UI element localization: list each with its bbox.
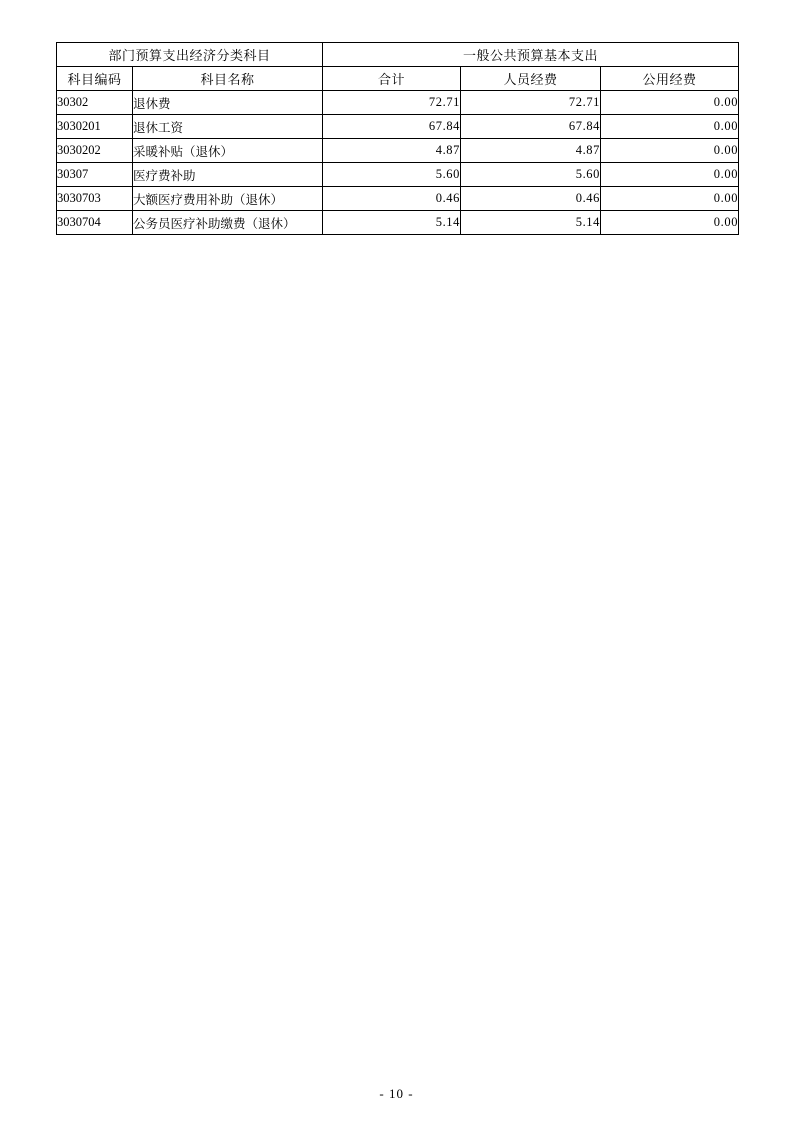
cell-code: 3030202 bbox=[57, 139, 133, 163]
cell-code: 3030704 bbox=[57, 211, 133, 235]
cell-code: 3030201 bbox=[57, 115, 133, 139]
column-header-total: 合计 bbox=[323, 67, 461, 91]
column-header-name: 科目名称 bbox=[133, 67, 323, 91]
table-row bbox=[57, 91, 739, 115]
table-group-header-row bbox=[57, 43, 739, 67]
cell-name: 公务员医疗补助缴费（退休） bbox=[133, 211, 323, 235]
cell-personnel: 4.87 bbox=[461, 139, 601, 163]
cell-personnel: 67.84 bbox=[461, 115, 601, 139]
cell-code: 3030703 bbox=[57, 187, 133, 211]
cell-total: 72.71 bbox=[323, 91, 461, 115]
cell-name: 退休费 bbox=[133, 91, 323, 115]
budget-table-container bbox=[56, 42, 738, 235]
cell-personnel: 5.14 bbox=[461, 211, 601, 235]
cell-total: 5.60 bbox=[323, 163, 461, 187]
column-header-public: 公用经费 bbox=[601, 67, 739, 91]
cell-public: 0.00 bbox=[601, 187, 739, 211]
cell-public: 0.00 bbox=[601, 211, 739, 235]
column-header-code: 科目编码 bbox=[57, 67, 133, 91]
cell-personnel: 72.71 bbox=[461, 91, 601, 115]
cell-name: 医疗费补助 bbox=[133, 163, 323, 187]
table-body bbox=[57, 91, 739, 235]
cell-total: 4.87 bbox=[323, 139, 461, 163]
cell-public: 0.00 bbox=[601, 91, 739, 115]
table-column-header-row bbox=[57, 67, 739, 91]
cell-name: 大额医疗费用补助（退休） bbox=[133, 187, 323, 211]
table-row bbox=[57, 115, 739, 139]
table-row bbox=[57, 187, 739, 211]
table-header bbox=[57, 43, 739, 91]
cell-personnel: 0.46 bbox=[461, 187, 601, 211]
cell-code: 30307 bbox=[57, 163, 133, 187]
cell-name: 退休工资 bbox=[133, 115, 323, 139]
cell-public: 0.00 bbox=[601, 115, 739, 139]
cell-name: 采暖补贴（退休） bbox=[133, 139, 323, 163]
cell-total: 5.14 bbox=[323, 211, 461, 235]
group-header-general-public-budget: 一般公共预算基本支出 bbox=[323, 43, 739, 67]
page-number-footer: - 10 - bbox=[379, 1086, 414, 1101]
table-row bbox=[57, 211, 739, 235]
cell-personnel: 5.60 bbox=[461, 163, 601, 187]
cell-public: 0.00 bbox=[601, 139, 739, 163]
group-header-expenditure-category: 部门预算支出经济分类科目 bbox=[57, 43, 323, 67]
cell-public: 0.00 bbox=[601, 163, 739, 187]
column-header-personnel: 人员经费 bbox=[461, 67, 601, 91]
budget-expenditure-table bbox=[56, 42, 739, 235]
cell-total: 0.46 bbox=[323, 187, 461, 211]
cell-code: 30302 bbox=[57, 91, 133, 115]
table-row bbox=[57, 163, 739, 187]
cell-total: 67.84 bbox=[323, 115, 461, 139]
table-row bbox=[57, 139, 739, 163]
